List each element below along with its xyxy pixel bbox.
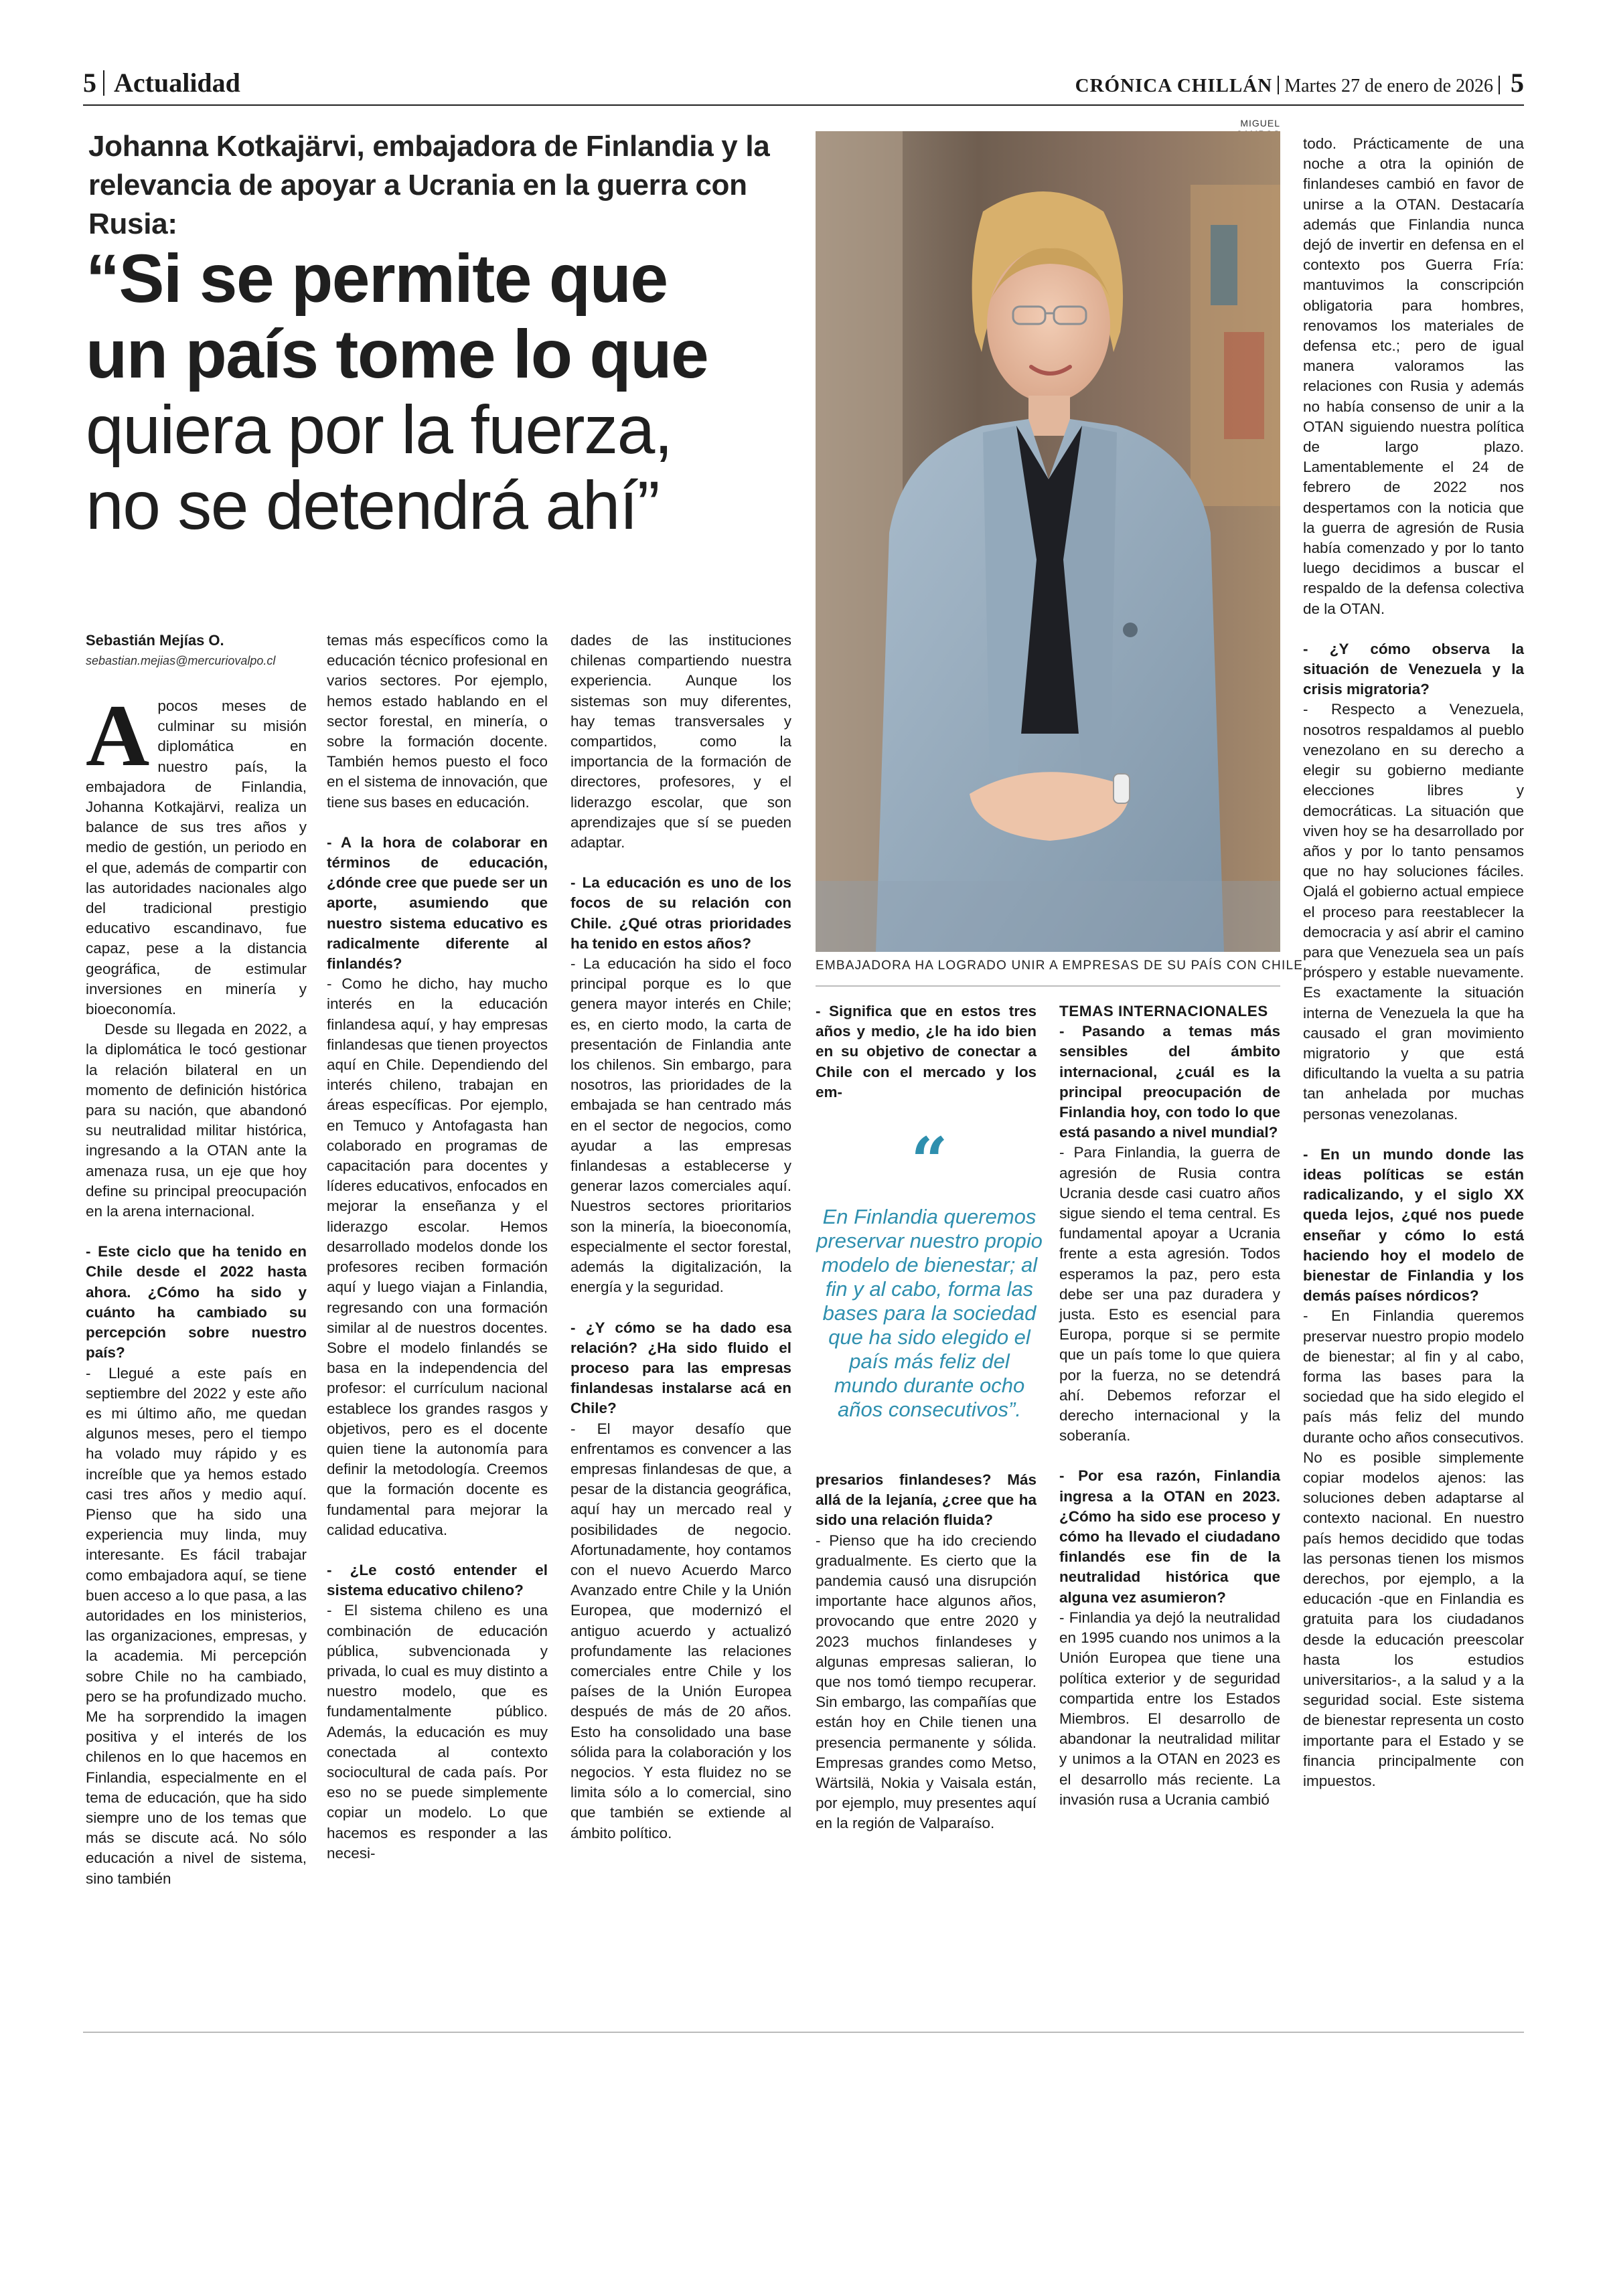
interview-question: - ¿Y cómo se ha dado esa relación? ¿Ha sido fluido el proceso para las empresas finlandesas instalarse acá en Chile?	[570, 1319, 791, 1417]
interview-question: - La educación es uno de los focos de su relación con Chile. ¿Qué otras prioridades ha tenido en estos años?	[570, 874, 791, 952]
headline-line: quiera por la fuerza,	[86, 392, 672, 468]
headline-line: no se detendrá ahí”	[86, 467, 660, 544]
header-divider	[1499, 76, 1500, 94]
headline-line: un país tome lo que	[86, 316, 708, 392]
headline-line: “Si se permite que	[86, 240, 668, 317]
interview-question: - A la hora de colaborar en términos de educación, ¿dónde cree que puede ser un aporte, asumiendo que nuestro sistema educativo es radicalmente diferente al finlandés?	[327, 833, 548, 973]
photo-caption: EMBAJADORA HA LOGRADO UNIR A EMPRESAS DE SU PAÍS CON CHILE.	[816, 959, 1308, 973]
interview-question: presarios finlandeses? Más allá de la lejanía, ¿cree que ha sido una relación fluida?	[816, 1471, 1037, 1529]
interview-answer: - Finlandia ya dejó la neutralidad en 1995 cuando nos unimos a la Unión Europea que tiene una política exterior y de seguridad compartida entre los Estados Miembros. El desarrollo de abandonar la neutralidad militar y unimos a la OTAN en 2023 es el desarrollo más reciente. La invasión rusa a Ucrania cambió	[1059, 1609, 1280, 1808]
section-name: Actualidad	[114, 68, 240, 98]
page-header-left	[83, 64, 240, 102]
page-header-right	[1075, 64, 1524, 102]
interview-question: - ¿Le costó entender el sistema educativo chileno?	[327, 1561, 548, 1599]
paragraph: dades de las instituciones chilenas compartiendo nuestra experiencia. Aunque los sistemas son muy diferentes, hay temas transversales y compartidos, como la importancia de la formación de directores, profesores, y el liderazgo escolar, que son aprendizajes que sí se pueden adaptar.	[570, 632, 791, 851]
portrait-photo	[816, 131, 1280, 952]
page-number-right: 5	[1511, 68, 1524, 98]
drop-cap: A	[86, 686, 150, 785]
article-column-6	[1303, 134, 1524, 1791]
issue-date: Martes 27 de enero de 2026	[1284, 76, 1493, 96]
header-divider	[1278, 76, 1279, 94]
byline	[86, 631, 313, 671]
interview-answer: - Llegué a este país en septiembre del 2022 y este año es mi último año, me quedan algunos meses, pero el tiempo ha volado muy rápido y es increíble que ya hemos estado casi tres años y medio aquí. Pienso que ha sido una experiencia muy linda, muy interesante. Es fácil trabajar como embajadora aquí, se tiene buen acceso a lo que pasa, a las autoridades en los ministerios, las organizaciones, empresas, y la academia. Mi percepción sobre Chile no ha cambiado, pero se ha profundizado mucho. Me ha sorprendido la imagen positiva y el interés de los chilenos en lo que hacemos en Finlandia, especialmente en el tema de educación, que ha sido siempre uno de los temas que más se discute acá. No sólo educación a nivel de sistema, sino también	[86, 1364, 307, 1887]
paragraph: todo. Prácticamente de una noche a otra la opinión de finlandeses cambió en favor de unirse a la OTAN. Destacaría además que Finlandia nunca dejó de invertir en defensa en el contexto pos Guerra Fría: mantuvimos la conscripción obligatoria para hombres, renovamos los materiales de defensa etc.; pero de igual manera valoramos las relaciones con Rusia y además no había consenso de unir a la OTAN siguiendo nuestra política de largo plazo. Lamentablemente el 24 de febrero de 2022 nos despertamos con la noticia que la guerra de agresión de Rusia había comenzado y por lo tanto luego decidimos a buscar el respaldo de la defensa colectiva de la OTAN.	[1303, 135, 1524, 617]
ambassador-portrait-illustration	[816, 131, 1280, 952]
paragraph: temas más específicos como la educación técnico profesional en varios sectores. Por ejemplo, hemos estado hablando en el sector forestal, en minería, o sobre la formación docente. También hemos puesto el foco en el sistema de innovación, que tiene sus bases en educación.	[327, 632, 548, 811]
interview-question: - Significa que en estos tres años y medio, ¿le ha ido bien en su objetivo de conectar a Chile con el mercado y los em-	[816, 1003, 1037, 1100]
bottom-rule	[83, 2032, 1524, 2033]
interview-question: - Pasando a temas más sensibles del ámbito internacional, ¿cuál es la principal preocupación de Finlandia hoy, con todo lo que está pasando a nivel mundial?	[1059, 1023, 1280, 1141]
interview-question: - En un mundo donde las ideas políticas se están radicalizando, y el siglo XX queda lejos, ¿qué nos puede enseñar y cómo lo está haciendo hoy el modelo de bienestar de Finlandia y los demás países nórdicos?	[1303, 1145, 1524, 1305]
interview-question: - Por esa razón, Finlandia ingresa a la OTAN en 2023. ¿Cómo ha sido ese proceso y cómo ha llevado el ciudadano finlandés ese fin de la neutralidad histórica que alguna vez asumieron?	[1059, 1467, 1280, 1606]
publication-name: CRÓNICA CHILLÁN	[1075, 75, 1273, 96]
header-rule	[83, 104, 1524, 106]
article-column-4-bottom	[816, 1470, 1037, 1834]
section-subhead: TEMAS INTERNACIONALES	[1059, 1003, 1268, 1019]
headline-quote	[86, 241, 822, 544]
pull-quote-text: En Finlandia queremos preservar nuestro propio modelo de bienestar; al fin y al cabo, forma las bases para la sociedad que ha sido elegido el país más feliz del mundo durante ocho años consecutivos”.	[816, 1205, 1043, 1421]
lead-paragraph: Apocos meses de culminar su misión diplomática en nuestro país, la embajadora de Finlandia, Johanna Kotkajärvi, realiza un balance de sus tres años y medio de gestión, un periodo en el que, además de compartir con las autoridades nacionales algo del tradicional prestigio educativo escandinavo, fue capaz, pese a la distancia geográfica, de estimular inversiones en minería y bioeconomía.	[86, 686, 307, 1018]
article-column-3	[570, 631, 791, 1843]
author-name: Sebastián Mejías O.	[86, 632, 224, 649]
interview-answer: - Como he dicho, hay mucho interés en la educación finlandesa aquí, y hay empresas finlandesas que tienen proyectos aquí en Chile. Dependiendo del interés chileno, trabajan en áreas específicas. Por ejemplo, en Temuco y Antofagasta han colaborado en programas de capacitación para docentes y líderes educativos, enfocados en mejorar la enseñanza y el liderazgo escolar. Hemos desarrollado modelos donde los profesores reciben formación aquí y luego viajan a Finlandia, regresando con una formación similar al de nuestros docentes. Sobre el modelo finlandés se basa en la independencia del profesor: el currículum nacional establece los grandes rasgos y objetivos, pero es el docente quien tiene la autonomía para definir la metodología. Creemos que la formación docente es fundamental para mejorar la calidad educativa.	[327, 975, 548, 1538]
interview-answer: - El mayor desafío que enfrentamos es convencer a las empresas finlandesas de que, a pesar de la distancia geográfica, aquí hay un mercado real y posibilidades de negocio. Afortunadamente, hoy contamos con el nuevo Acuerdo Marco Avanzado entre Chile y la Unión Europea, que modernizó el antiguo acuerdo y actualizó profundamente las relaciones comerciales entre Chile y los países de la Unión Europea después de más de 20 años. Esto ha consolidado una base sólida para la colaboración y los negocios. Y esta fluidez no se limita sólo a lo comercial, sino que también se extiende al ámbito político.	[570, 1420, 791, 1841]
page-number-left: 5	[83, 68, 96, 98]
photo-credit: MIGUEL	[1240, 118, 1280, 129]
article-column-1	[86, 686, 307, 1889]
interview-answer: - Para Finlandia, la guerra de agresión de Rusia contra Ucrania desde casi cuatro años sigue siendo el tema central. Es fundamental apoyar a Ucrania frente a esta agresión. Todos esperamos la paz, pero esta debe ser una paz duradera y justa. Esto es esencial para Europa, porque si se permite que un país tome lo que quiera por la fuerza, no se detendrá ahí. Debemos reforzar el derecho internacional y la soberanía.	[1059, 1144, 1280, 1445]
article-column-4-top	[816, 1001, 1037, 1102]
article-column-2	[327, 631, 548, 1864]
caption-rule	[816, 985, 1280, 987]
header-divider	[103, 70, 104, 96]
interview-answer: - El sistema chileno es una combinación de educación pública, subvencionada y privada, lo cual es muy distinto a nuestro modelo, que es fundamentalmente público. Además, la educación es muy conectada al contexto sociocultural de cada país. Por eso no se puede simplemente copiar un modelo. Lo que hacemos es responder a las necesi-	[327, 1602, 548, 1862]
headline-kicker: Johanna Kotkajärvi, embajadora de Finlandia y la relevancia de apoyar a Ucrania en la guerra con Rusia:	[88, 130, 770, 240]
interview-answer: - En Finlandia queremos preservar nuestro propio modelo de bienestar; al fin y al cabo, forma las bases para la sociedad que ha sido elegido el país más feliz del mundo durante ocho años consecutivos. No es posible simplemente copiar modelos ajenos: las soluciones deben adaptarse al contexto nacional. En nuestro país hemos decidido que todas las personas tienen los mismos derechos, por ejemplo, a la educación -que en Finlandia es gratuita para los ciudadanos desde la educación preescolar hasta los estudios universitarios-, a la salud y a la seguridad social. Este sistema de bienestar representa un costo importante para el Estado y se financia principalmente con impuestos.	[1303, 1307, 1524, 1790]
interview-answer: - Respecto a Venezuela, nosotros respaldamos al pueblo venezolano en su derecho a elegir su gobierno mediante elecciones libres y democráticas. La situación que viven hoy se ha desarrollado por años y por lo tanto pensamos que no hay soluciones fáciles. Ojalá el gobierno actual empiece el proceso para reestablecer la democracia y así abrir el camino para que Venezuela sea un país próspero y estable nuevamente. Es exactamente la situación interna de Venezuela la que ha causado el gran movimiento migratorio y que está dificultando la vuelta a su patria tan anhelada por muchas personas venezolanas.	[1303, 701, 1524, 1123]
interview-answer: - Pienso que ha ido creciendo gradualmente. Es cierto que la pandemia causó una disrupción importante hace algunos años, provocando que entre 2020 y 2023 muchos finlandeses y algunas empresas salieran, lo que nos tomó tiempo recuperar. Sin embargo, las compañías que están hoy en Chile tienen una presencia permanente y sólida. Empresas grandes como Metso, Wärtsilä, Nokia y Vaisala están, por ejemplo, muy presentes aquí en la región de Valparaíso.	[816, 1532, 1037, 1832]
paragraph: Desde su llegada en 2022, a la diplomática le tocó gestionar la relación bilateral en un momento de definición histórica para su nación, que abandonó su neutralidad militar histórica, ingresando a la OTAN ante la amenaza rusa, un eje que hoy define su principal preocupación en la arena internacional.	[86, 1021, 307, 1220]
interview-answer: - La educación ha sido el foco principal porque es lo que genera mayor interés en Chile; es, en cierto modo, la carta de presentación de Finlandia ante los chilenos. Sin embargo, para nosotros, las prioridades de la embajada se han centrado más en el sector de negocios, como ayudar a las empresas finlandesas a establecerse y generar lazos comerciales aquí. Nuestros sectores prioritarios son la minería, la bioeconomía, especialmente el sector forestal, además la digitalización, la energía y la seguridad.	[570, 955, 791, 1296]
article-column-5	[1059, 1001, 1280, 1810]
author-email: sebastian.mejias@mercuriovalpo.cl	[86, 654, 276, 667]
interview-question: - Este ciclo que ha tenido en Chile desde el 2022 hasta ahora. ¿Cómo ha sido y cuánto ha cambiado su percepción sobre nuestro país?	[86, 1243, 307, 1362]
pull-quote	[816, 1123, 1043, 1422]
interview-question: - ¿Y cómo observa la situación de Venezuela y la crisis migratoria?	[1303, 640, 1524, 698]
quote-mark-icon: “	[911, 1123, 948, 1199]
